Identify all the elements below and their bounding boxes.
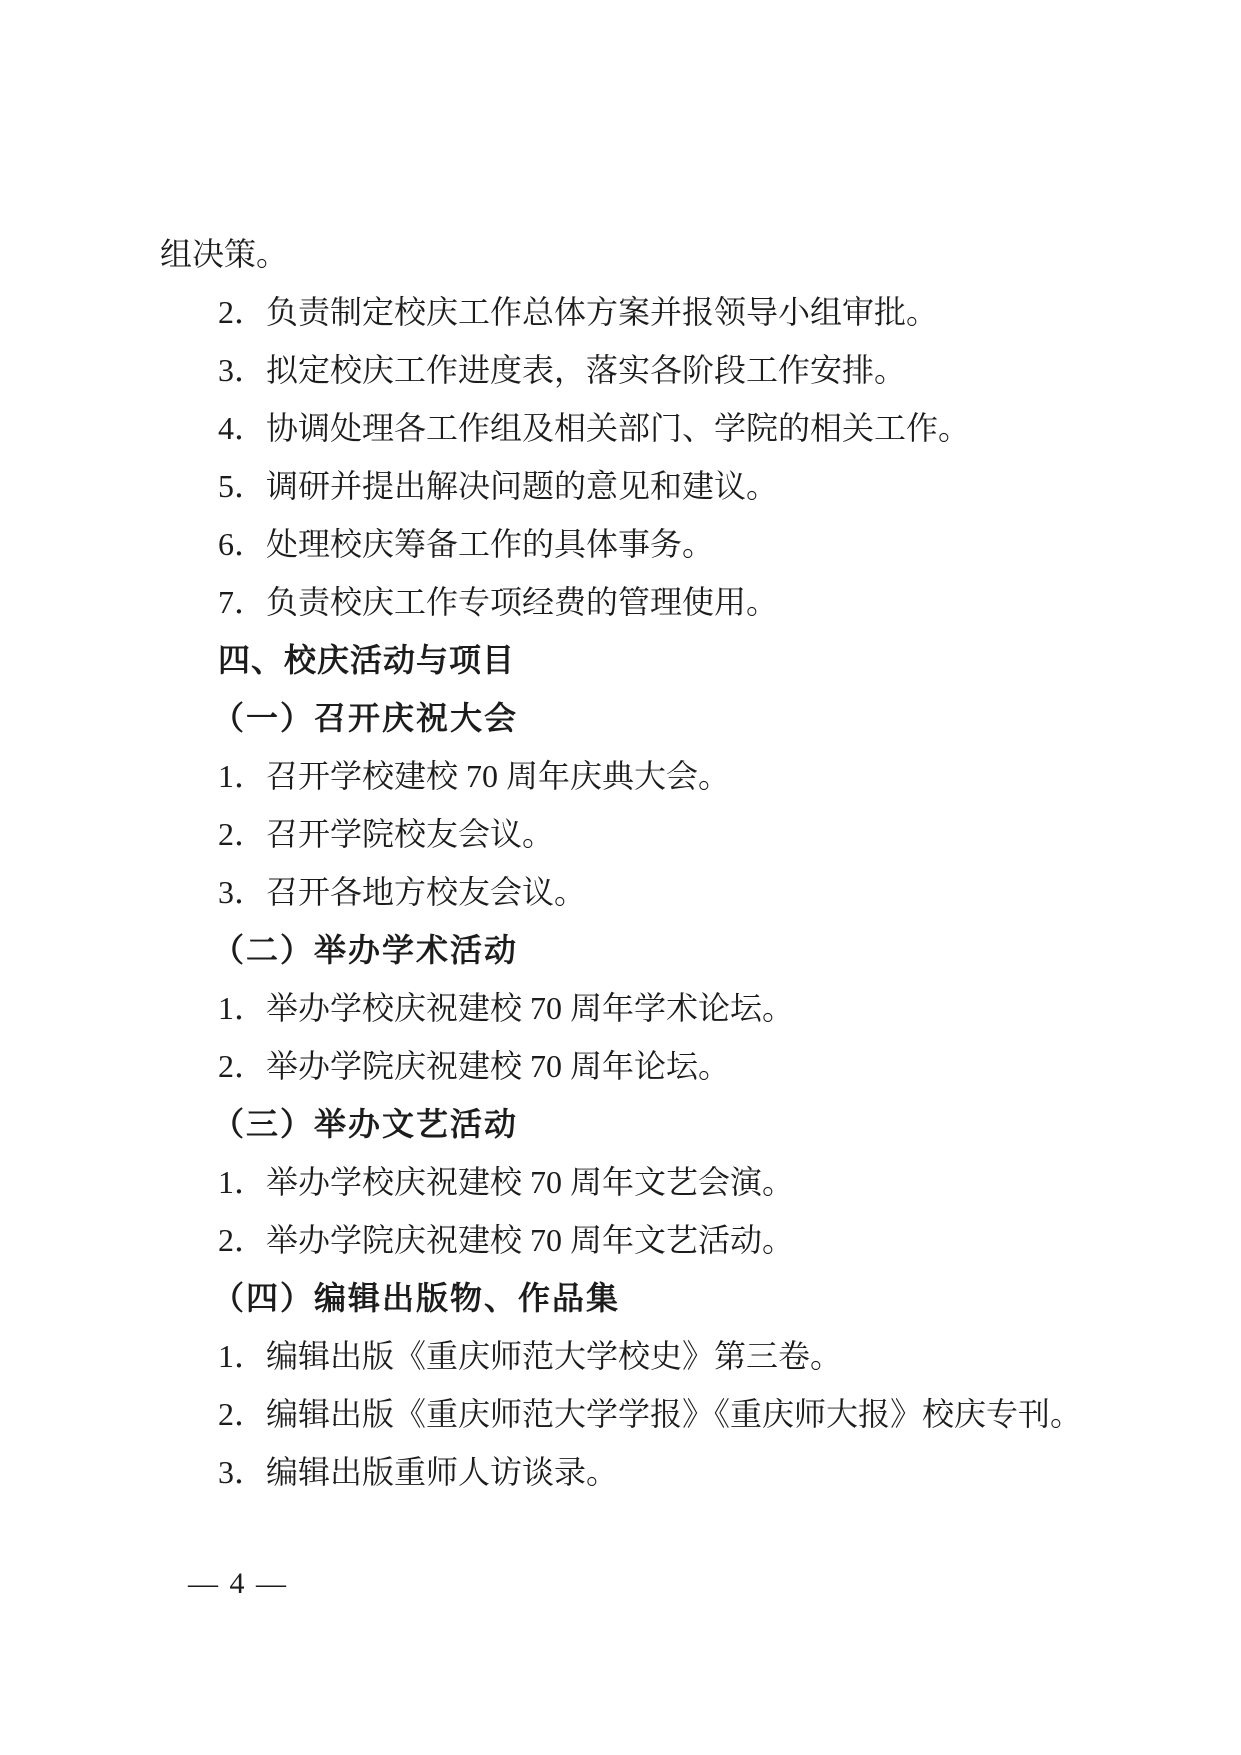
numbered-item: 3．拟定校庆工作进度表，落实各阶段工作安排。 (218, 352, 907, 388)
numbered-item: 1．举办学校庆祝建校 70 周年学术论坛。 (218, 990, 795, 1026)
numbered-item: 4．协调处理各工作组及相关部门、学院的相关工作。 (218, 410, 971, 446)
numbered-item: 1．举办学校庆祝建校 70 周年文艺会演。 (218, 1164, 795, 1200)
numbered-item: 2．召开学院校友会议。 (218, 816, 555, 852)
numbered-item: 3．编辑出版重师人访谈录。 (218, 1454, 619, 1490)
paragraph-continuation-line: 组决策。 (160, 236, 289, 272)
numbered-item: 6．处理校庆筹备工作的具体事务。 (218, 526, 715, 562)
subsection-heading: （一）召开庆祝大会 (212, 700, 519, 736)
subsection-heading: （四）编辑出版物、作品集 (212, 1280, 621, 1316)
numbered-item: 2．举办学院庆祝建校 70 周年论坛。 (218, 1048, 731, 1084)
numbered-item: 7．负责校庆工作专项经费的管理使用。 (218, 584, 779, 620)
page-number: — 4 — (188, 1567, 288, 1600)
numbered-item: 3．召开各地方校友会议。 (218, 874, 587, 910)
subsection-heading: （三）举办文艺活动 (212, 1106, 519, 1142)
subsection-heading: （二）举办学术活动 (212, 932, 519, 968)
document-body (160, 225, 1120, 1501)
numbered-item: 2．负责制定校庆工作总体方案并报领导小组审批。 (218, 294, 939, 330)
numbered-item: 2．编辑出版《重庆师范大学学报》《重庆师大报》校庆专刊。 (218, 1396, 1083, 1432)
numbered-item: 1．编辑出版《重庆师范大学校史》第三卷。 (218, 1338, 843, 1374)
numbered-item: 5．调研并提出解决问题的意见和建议。 (218, 468, 779, 504)
section-heading: 四、校庆活动与项目 (218, 642, 516, 678)
numbered-item: 2．举办学院庆祝建校 70 周年文艺活动。 (218, 1222, 795, 1258)
numbered-item: 1．召开学校建校 70 周年庆典大会。 (218, 758, 731, 794)
